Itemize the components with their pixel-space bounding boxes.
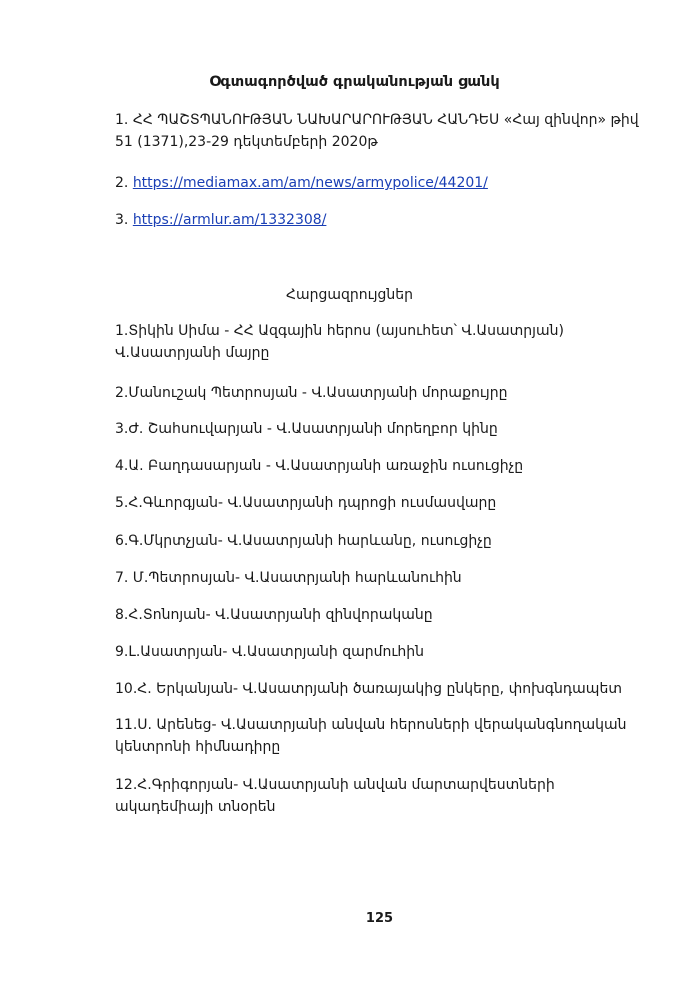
interviews-heading: Հարցազրույցներ [285, 287, 414, 303]
page-number: 125 [365, 911, 394, 926]
source-text: ՀՀ ՊԱՇՏՊԱՆՈՒԹՅԱՆ ՆԱԽԱՐԱՐՈՒԹՅԱՆ ՀԱՆԴԵՍ «Հայ զինվոր» թիվ 51 (1371),23-29 դեկտեմբերի 2020թ [115, 112, 639, 150]
interviewee-item: 4.Ա. Բաղդասարյան - Վ.Ասատրյանի առաջին ուսուցիչը [115, 458, 524, 474]
source-item-1 [115, 109, 655, 153]
interviewee-item: 1.Տիկին Սիմա - ՀՀ Ազգային հերոս (այսուհետ՝ Վ.Ասատրյան) Վ.Ասատրյանի մայրը [115, 323, 564, 361]
interviewee-item: 10.Հ. Երկանյան- Վ.Ասատրյանի ծառայակից ընկերը, փոխգնդապետ [115, 681, 622, 697]
interviewee-item: 8.Հ.Տոնոյան- Վ.Ասատրյանի զինվորականը [115, 607, 433, 623]
interviewee-item: 2.Մանուշակ Պետրոսյան - Վ.Ասատրյանի մորաքույրը [115, 385, 508, 401]
interviewee-item: 3.Ժ. Շահսուվարյան - Վ.Ասատրյանի մորեղբոր կինը [115, 421, 498, 437]
source-link[interactable]: https://mediamax.am/am/news/armypolice/44201/ [132, 175, 488, 191]
source-link[interactable]: https://armlur.am/1332308/ [132, 212, 327, 228]
source-item-3 [115, 209, 655, 231]
interviewee-item: 7. Մ.Պետրոսյան- Վ.Ասատրյանի հարևանուհին [115, 570, 462, 586]
interviewee-item: 9.Լ.Ասատրյան- Վ.Ասատրյանի զարմուհին [115, 644, 425, 660]
source-item-2 [115, 172, 655, 194]
interviewee-item: 12.Հ.Գրիգորյան- Վ.Ասատրյանի անվան մարտարվեստների ակադեմիայի տնօրեն [115, 777, 555, 815]
page-title: Օգտագործված գրականության ցանկ [209, 74, 500, 90]
interviewee-item: 6.Գ.Մկրտչյան- Վ.Ասատրյանի հարևանը, ուսուցիչը [115, 533, 492, 549]
source-number: 2. [115, 175, 129, 191]
source-number: 1. [115, 112, 129, 128]
interviewee-item: 11.Ս. Արենեց- Վ.Ասատրյանի անվան հերոսների վերականգնողական կենտրոնի հիմնադիրը [115, 717, 627, 755]
interviewee-item: 5.Հ.Գևորգյան- Վ.Ասատրյանի դպրոցի ուսմասվարը [115, 495, 497, 511]
source-number: 3. [115, 212, 129, 228]
